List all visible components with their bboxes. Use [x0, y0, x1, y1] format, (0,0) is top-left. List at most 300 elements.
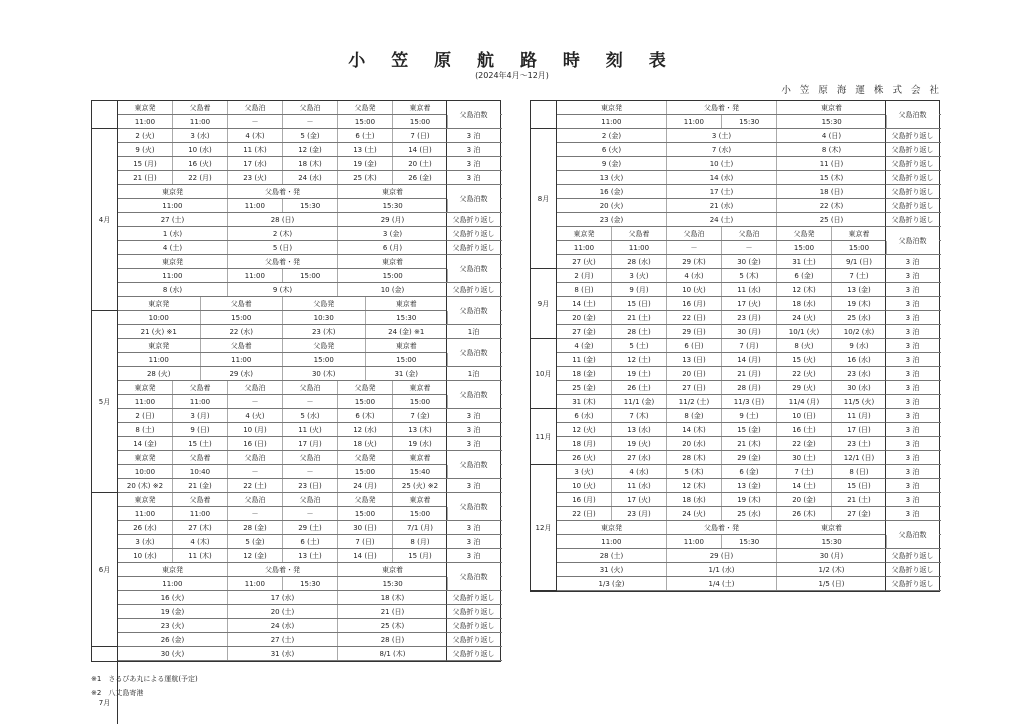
table-row [557, 507, 941, 521]
nights-header: 父島泊数 [885, 521, 939, 549]
table-cell: 28 (月) [722, 381, 777, 394]
table-cell: 1/5 (日) [777, 577, 887, 590]
table-cell: 18 (火) [338, 437, 393, 450]
time-row [118, 577, 502, 591]
nights-cell: 3 泊 [885, 353, 939, 367]
nights-cell: 3 泊 [446, 521, 500, 535]
table-cell: 30 (日) [338, 521, 393, 534]
table-cell: 3 (土) [667, 129, 777, 142]
table-row [557, 297, 941, 311]
table-cell: 21 (木) [722, 437, 777, 450]
table-cell: 9 (月) [612, 283, 667, 296]
nights-cell: 3 泊 [446, 409, 500, 423]
table-cell: 1/1 (水) [667, 563, 777, 576]
table-cell: 6 (木) [338, 409, 393, 422]
column-header: 東京発 [118, 451, 173, 464]
column-header: 父島発 [338, 381, 393, 394]
table-cell: 3 (月) [173, 409, 228, 422]
nights-cell: 3 泊 [885, 451, 939, 465]
table-cell: 2 (月) [557, 269, 612, 282]
table-cell: 7 (木) [612, 409, 667, 422]
table-cell: － [228, 465, 283, 478]
table-cell: 20 (日) [667, 367, 722, 380]
table-cell: 8 (月) [393, 535, 448, 548]
table-cell: 20 (木) ※2 [118, 479, 173, 492]
nights-cell: 父島折り返し [885, 563, 939, 577]
nights-header: 父島泊数 [446, 101, 500, 129]
table-cell: 15:30 [338, 199, 448, 212]
table-cell: 12 (土) [612, 353, 667, 366]
table-cell: 10/1 (火) [777, 325, 832, 338]
table-cell: 21 (水) [667, 199, 777, 212]
table-cell: 19 (木) [722, 493, 777, 506]
company-name: 小 笠 原 海 運 株 式 会 社 [781, 85, 942, 96]
table-cell: 26 (木) [777, 507, 832, 520]
nights-cell: 父島折り返し [446, 241, 500, 255]
time-row [118, 311, 502, 325]
time-row [118, 507, 502, 521]
nights-spacer [448, 199, 502, 212]
column-header: 父島着 [173, 381, 228, 394]
table-row [557, 367, 941, 381]
table-cell: 15:30 [722, 535, 777, 548]
nights-cell: 3 泊 [885, 479, 939, 493]
table-cell: 9 (土) [722, 409, 777, 422]
table-cell: 13 (金) [832, 283, 887, 296]
table-cell: 15:00 [338, 269, 448, 282]
table-cell: 21 (土) [612, 311, 667, 324]
table-row [557, 423, 941, 437]
column-header: 父島発 [338, 451, 393, 464]
nights-spacer [887, 115, 941, 128]
table-cell: 11:00 [228, 269, 283, 282]
table-cell: 30 (土) [777, 451, 832, 464]
table-cell: 28 (木) [667, 451, 722, 464]
nights-cell: 3 泊 [885, 437, 939, 451]
table-cell: 15:00 [832, 241, 887, 254]
table-cell: 29 (水) [201, 367, 284, 380]
table-cell: 4 (日) [777, 129, 887, 142]
table-cell: 15:30 [366, 311, 449, 324]
table-cell: 29 (木) [667, 255, 722, 268]
column-header: 父島泊 [667, 227, 722, 240]
timetable-right [530, 100, 940, 592]
table-cell: 24 (土) [667, 213, 777, 226]
column-header: 父島泊 [283, 451, 338, 464]
nights-cell: 3 泊 [885, 297, 939, 311]
table-cell: 9 (木) [228, 283, 338, 296]
nights-cell: 父島折り返し [446, 619, 500, 633]
table-row [557, 395, 941, 409]
table-cell: 8 (火) [777, 339, 832, 352]
table-cell: 11:00 [667, 115, 722, 128]
column-header: 父島泊 [228, 101, 283, 114]
nights-header: 父島泊数 [446, 185, 500, 213]
nights-cell: 3 泊 [885, 367, 939, 381]
table-row [118, 157, 502, 171]
table-cell: 22 (金) [777, 437, 832, 450]
table-cell: 12 (火) [557, 423, 612, 436]
table-row [557, 381, 941, 395]
table-cell: 15:00 [283, 353, 366, 366]
table-cell: 5 (木) [667, 465, 722, 478]
column-header: 父島着・発 [667, 101, 777, 114]
nights-cell: 1泊 [446, 367, 500, 381]
table-cell: 15:00 [393, 507, 448, 520]
nights-spacer [448, 269, 502, 282]
nights-cell: 父島折り返し [446, 283, 500, 297]
table-cell: 21 (火) ※1 [118, 325, 201, 338]
nights-cell: 父島折り返し [446, 591, 500, 605]
column-header: 父島着 [201, 339, 284, 352]
nights-cell: 3 泊 [885, 465, 939, 479]
month-label: 12月 [531, 465, 557, 591]
time-row [118, 395, 502, 409]
nights-spacer [448, 395, 502, 408]
table-cell: 16 (火) [118, 591, 228, 604]
table-row [118, 241, 502, 255]
table-cell: 10 (月) [228, 423, 283, 436]
table-cell: 21 (日) [118, 171, 173, 184]
table-cell: 9/1 (日) [832, 255, 887, 268]
table-cell: 18 (水) [777, 297, 832, 310]
table-cell: 16 (月) [557, 493, 612, 506]
table-cell: 16 (日) [228, 437, 283, 450]
month-label: 6月 [92, 493, 118, 647]
table-row [118, 171, 502, 185]
table-cell: 11:00 [173, 507, 228, 520]
table-row [557, 213, 941, 227]
table-row [557, 437, 941, 451]
table-cell: 22 (日) [667, 311, 722, 324]
table-cell: 20 (土) [228, 605, 338, 618]
table-cell: 19 (土) [612, 367, 667, 380]
header-row [118, 563, 502, 577]
table-cell: 11 (火) [283, 423, 338, 436]
table-cell: 15:00 [393, 395, 448, 408]
time-row [557, 241, 941, 255]
nights-cell: 父島折り返し [885, 549, 939, 563]
nights-header: 父島泊数 [446, 381, 500, 409]
table-cell: 18 (水) [667, 493, 722, 506]
nights-cell: 3 泊 [446, 549, 500, 563]
footnote-1: ※1 さるびあ丸による運航(予定) [91, 675, 198, 683]
table-cell: 1/4 (土) [667, 577, 777, 590]
nights-spacer [448, 353, 502, 366]
table-cell: 19 (水) [393, 437, 448, 450]
nights-cell: 3 泊 [885, 283, 939, 297]
nights-header: 父島泊数 [885, 101, 939, 129]
nights-header: 父島泊数 [885, 227, 939, 255]
table-row [118, 129, 502, 143]
table-cell: 6 (土) [283, 535, 338, 548]
header-row [118, 451, 502, 465]
table-cell: 17 (月) [283, 437, 338, 450]
nights-header: 父島泊数 [446, 493, 500, 521]
column-header: 父島発 [338, 493, 393, 506]
table-row [557, 339, 941, 353]
table-row [118, 227, 502, 241]
column-header: 東京発 [557, 227, 612, 240]
nights-cell: 3 泊 [885, 493, 939, 507]
table-cell: 27 (土) [118, 213, 228, 226]
table-cell: 6 (月) [338, 241, 448, 254]
table-cell: 13 (日) [667, 353, 722, 366]
header-row [118, 185, 502, 199]
table-cell: 22 (火) [777, 367, 832, 380]
table-cell: 14 (金) [118, 437, 173, 450]
table-cell: 15:40 [393, 465, 448, 478]
table-cell: 21 (土) [832, 493, 887, 506]
table-row [557, 171, 941, 185]
time-row [118, 199, 502, 213]
month-label: 11月 [531, 409, 557, 465]
table-row [557, 269, 941, 283]
nights-cell: 3 泊 [446, 171, 500, 185]
table-cell: 4 (土) [118, 241, 228, 254]
column-header: 父島着 [201, 297, 284, 310]
nights-spacer [448, 465, 502, 478]
table-cell: 5 (水) [283, 409, 338, 422]
nights-cell: 3 泊 [885, 311, 939, 325]
table-cell: 11:00 [118, 507, 173, 520]
table-cell: 16 (土) [777, 423, 832, 436]
table-cell: 14 (木) [667, 423, 722, 436]
table-cell: 18 (木) [338, 591, 448, 604]
table-cell: 5 (日) [228, 241, 338, 254]
table-row [118, 423, 502, 437]
table-cell: 24 (水) [283, 171, 338, 184]
header-row [557, 101, 941, 115]
table-cell: 11:00 [557, 115, 667, 128]
header-row [557, 227, 941, 241]
table-cell: 29 (火) [777, 381, 832, 394]
table-cell: 28 (金) [228, 521, 283, 534]
nights-header: 父島泊数 [446, 255, 500, 283]
table-row [557, 465, 941, 479]
table-cell: 29 (日) [667, 549, 777, 562]
column-header: 父島泊 [283, 101, 338, 114]
table-cell: 11:00 [118, 395, 173, 408]
table-cell: 15 (火) [777, 353, 832, 366]
table-cell: 17 (火) [612, 493, 667, 506]
table-cell: 23 (火) [228, 171, 283, 184]
table-cell: 16 (水) [832, 353, 887, 366]
column-header: 父島泊 [228, 451, 283, 464]
table-cell: 20 (火) [557, 199, 667, 212]
table-cell: 15:00 [338, 395, 393, 408]
table-cell: 7 (日) [338, 535, 393, 548]
nights-cell: 3 泊 [885, 325, 939, 339]
table-row [557, 451, 941, 465]
table-cell: 9 (金) [557, 157, 667, 170]
table-cell: 22 (月) [173, 171, 228, 184]
table-cell: 11:00 [612, 241, 667, 254]
column-header: 父島着 [173, 451, 228, 464]
table-cell: 7 (金) [393, 409, 448, 422]
table-row [557, 549, 941, 563]
table-cell: 23 (金) [557, 213, 667, 226]
table-cell: 10 (火) [557, 479, 612, 492]
table-cell: 20 (土) [393, 157, 448, 170]
column-header: 父島着 [173, 493, 228, 506]
table-cell: － [667, 241, 722, 254]
time-row [557, 535, 941, 549]
table-row [557, 143, 941, 157]
table-row [118, 633, 502, 647]
table-cell: 29 (月) [338, 213, 448, 226]
table-cell: 31 (木) [557, 395, 612, 408]
table-cell: 31 (水) [228, 647, 338, 660]
table-cell: 11 (月) [832, 409, 887, 422]
table-cell: 10:30 [283, 311, 366, 324]
column-header: 東京発 [118, 563, 228, 576]
column-header: 父島泊 [722, 227, 777, 240]
table-cell: 19 (金) [338, 157, 393, 170]
table-cell: 27 (金) [557, 325, 612, 338]
nights-cell: 父島折り返し [885, 129, 939, 143]
column-header: 東京着 [393, 451, 448, 464]
column-header: 父島泊 [283, 381, 338, 394]
header-row [118, 255, 502, 269]
table-cell: 14 (日) [393, 143, 448, 156]
column-header: 東京着 [366, 339, 449, 352]
month-blank [531, 101, 557, 129]
table-cell: 26 (金) [118, 633, 228, 646]
column-header: 東京着 [777, 101, 887, 114]
table-cell: 14 (日) [338, 549, 393, 562]
table-cell: 9 (火) [118, 143, 173, 156]
table-cell: 20 (金) [557, 311, 612, 324]
time-row [118, 269, 502, 283]
nights-cell: 3 泊 [885, 423, 939, 437]
table-cell: 23 (月) [722, 311, 777, 324]
table-cell: 11 (金) [557, 353, 612, 366]
table-cell: 11:00 [201, 353, 284, 366]
table-cell: 20 (水) [667, 437, 722, 450]
table-cell: 11 (水) [612, 479, 667, 492]
nights-cell: 1泊 [446, 325, 500, 339]
table-cell: 20 (金) [777, 493, 832, 506]
table-cell: 15:00 [338, 507, 393, 520]
table-cell: 8 (日) [832, 465, 887, 478]
table-cell: 6 (金) [722, 465, 777, 478]
table-cell: 23 (木) [283, 325, 366, 338]
table-cell: 17 (水) [228, 157, 283, 170]
table-cell: 30 (金) [722, 255, 777, 268]
time-row [118, 115, 502, 129]
table-cell: 11/1 (金) [612, 395, 667, 408]
table-cell: 26 (水) [118, 521, 173, 534]
nights-cell: 父島折り返し [885, 213, 939, 227]
table-row [557, 185, 941, 199]
table-cell: 27 (木) [173, 521, 228, 534]
table-cell: 12 (金) [228, 549, 283, 562]
column-header: 東京着 [393, 101, 448, 114]
table-cell: 11/5 (火) [832, 395, 887, 408]
table-cell: 3 (水) [173, 129, 228, 142]
table-cell: 25 (火) ※2 [393, 479, 448, 492]
table-cell: 15 (日) [832, 479, 887, 492]
nights-cell: 3 泊 [885, 255, 939, 269]
table-cell: 3 (火) [612, 269, 667, 282]
table-cell: 11/2 (土) [667, 395, 722, 408]
table-cell: 31 (土) [777, 255, 832, 268]
table-cell: 25 (日) [777, 213, 887, 226]
table-cell: 15 (木) [777, 171, 887, 184]
nights-spacer [887, 241, 941, 254]
table-cell: 10 (水) [118, 549, 173, 562]
table-cell: 13 (水) [612, 423, 667, 436]
nights-cell: 父島折り返し [885, 143, 939, 157]
column-header: 東京発 [118, 339, 201, 352]
table-cell: 14 (月) [722, 353, 777, 366]
table-cell: 15:00 [338, 115, 393, 128]
page-title: 小 笠 原 航 路 時 刻 表 [348, 51, 676, 71]
table-row [118, 437, 502, 451]
table-cell: － [283, 465, 338, 478]
table-cell: 11:00 [228, 199, 283, 212]
table-cell: 6 (水) [557, 409, 612, 422]
column-header: 父島泊 [283, 493, 338, 506]
table-cell: 17 (水) [228, 591, 338, 604]
table-cell: 23 (火) [118, 619, 228, 632]
table-cell: 22 (水) [201, 325, 284, 338]
table-cell: 27 (火) [557, 255, 612, 268]
table-cell: 28 (日) [338, 633, 448, 646]
table-cell: 22 (日) [557, 507, 612, 520]
table-cell: － [283, 395, 338, 408]
table-cell: 15 (金) [722, 423, 777, 436]
table-cell: － [283, 115, 338, 128]
nights-cell: 3 泊 [885, 339, 939, 353]
column-header: 父島泊 [228, 493, 283, 506]
table-cell: 21 (日) [338, 605, 448, 618]
table-cell: 18 (月) [557, 437, 612, 450]
header-row [118, 101, 502, 115]
table-cell: 11:00 [118, 269, 228, 282]
nights-cell: 3 泊 [885, 269, 939, 283]
table-cell: 11:00 [667, 535, 722, 548]
table-cell: 28 (土) [612, 325, 667, 338]
column-header: 東京発 [118, 381, 173, 394]
table-cell: 10 (日) [777, 409, 832, 422]
table-cell: 29 (土) [283, 521, 338, 534]
table-row [118, 325, 502, 339]
table-row [557, 353, 941, 367]
table-cell: 4 (水) [612, 465, 667, 478]
nights-cell: 父島折り返し [446, 227, 500, 241]
table-cell: 15:30 [283, 199, 338, 212]
nights-header: 父島泊数 [446, 339, 500, 367]
table-cell: 15 (月) [118, 157, 173, 170]
table-cell: 2 (木) [228, 227, 338, 240]
table-cell: 15 (日) [612, 297, 667, 310]
table-cell: 13 (金) [722, 479, 777, 492]
table-cell: 14 (水) [667, 171, 777, 184]
nights-cell: 父島折り返し [885, 171, 939, 185]
table-cell: 15:00 [393, 115, 448, 128]
table-cell: 6 (土) [338, 129, 393, 142]
table-cell: 28 (日) [228, 213, 338, 226]
table-cell: 5 (金) [283, 129, 338, 142]
table-cell: 23 (月) [612, 507, 667, 520]
table-cell: 25 (木) [338, 619, 448, 632]
table-cell: 14 (土) [777, 479, 832, 492]
table-cell: 17 (土) [667, 185, 777, 198]
table-cell: 25 (木) [338, 171, 393, 184]
table-cell: 4 (木) [228, 129, 283, 142]
